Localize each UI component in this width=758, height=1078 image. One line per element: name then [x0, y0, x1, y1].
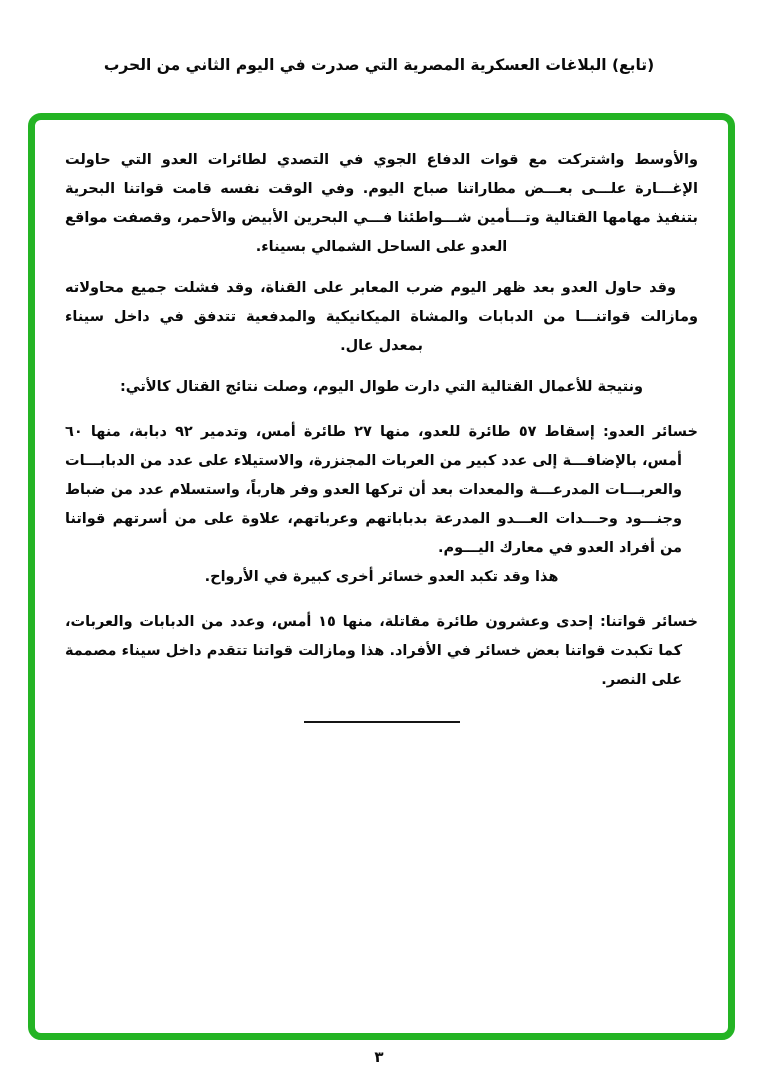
paragraph-enemy-casualties-note: هذا وقد تكبد العدو خسائر أخرى كبيرة في الأرواح. — [204, 569, 559, 585]
paragraph-continuation-communique: والأوسط واشتركت مع قوات الدفاع الجوي في التصدي لطائرات العدو التي حاولت الإغـــارة علـــى بعـــض مطاراتنا صباح اليوم. وفي الوقت نفسه قامت قواتنا البحرية بتنفيذ مهامها القتالية وتـــأمين شـــواطئنا فـــي البحرين الأبيض والأحمر، وقصفت مواقع العدو على الساحل الشمالي بسيناء. — [65, 152, 698, 255]
green-border-frame — [28, 113, 735, 1040]
paragraph-our-losses: خسائر قواتنا: إحدى وعشرون طائرة مقاتلة، منها ١٥ أمس، وعدد من الدبابات والعربات، كما تكبدت قواتنا بعض خسائر في الأفراد. هذا ومازالت قواتنا تتقدم داخل سيناء مصممة على النصر. — [65, 614, 698, 688]
page-number: ٣ — [374, 1048, 384, 1066]
paragraph-results-intro: ونتيجة للأعمال القتالية التي دارت طوال اليوم، وصلت نتائج القتال كالأتي: — [119, 379, 644, 395]
paragraph-enemy-attempt-crossings: وقد حاول العدو بعد ظهر اليوم ضرب المعابر على القناة، وقد فشلت جميع محاولاته ومازالت قواتنـــا من الدبابات والمشاة الميكانيكية والمدفعية تتدفق في داخل سيناء بمعدل عال. — [65, 280, 698, 354]
section-divider — [304, 721, 460, 723]
paragraph-enemy-losses: خسائر العدو: إسقاط ٥٧ طائرة للعدو، منها ٢٧ طائرة أمس، وتدمير ٩٢ دبابة، منها ٦٠ أمس، بالإضافـــة إلى عدد كبير من العربات المجنزرة، والاستيلاء على عدد من الدبابـــات والعربـــات المدرعـــة والمعدات بعد أن تركها العدو وفر هارباً، واستسلام عدد من ضباط وجنـــود وحـــدات العـــدو المدرعة بدباباتهم وعرباتهم، علاوة على من أسرتهم قواتنا من أفراد العدو في معارك اليـــوم. — [65, 424, 698, 556]
page-header-title: (تابع) البلاغات العسكرية المصرية التي صدرت في اليوم الثاني من الحرب — [103, 56, 655, 74]
